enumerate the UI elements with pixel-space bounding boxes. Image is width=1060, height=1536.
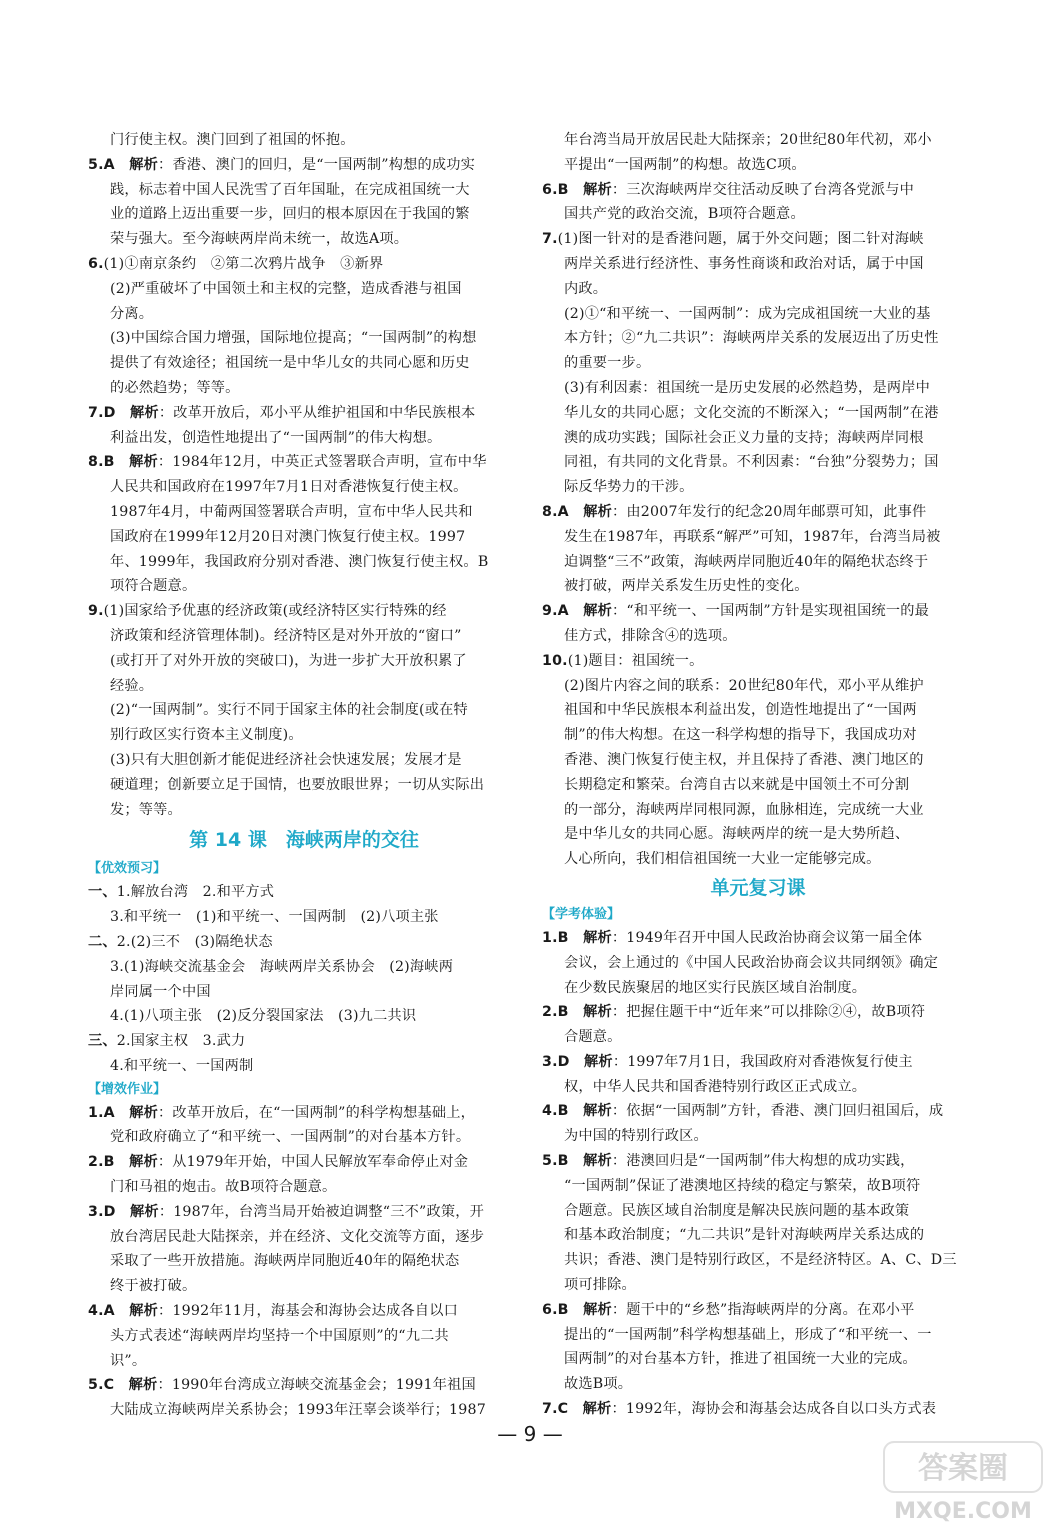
- answer-text: 提出的“一国两制”科学构想基础上，形成了“和平统一、一: [564, 1326, 932, 1343]
- section-tag-preview: 【优效预习】: [88, 861, 167, 877]
- answer-text: 3.和平统一 (1)和平统一、一国两制 (2)八项主张: [110, 909, 439, 926]
- analysis-label: 解析: [583, 181, 612, 198]
- answer-line: [88, 1373, 520, 1398]
- answer-text: 澳的成功实践；国际社会正义力量的支持；海峡两岸同根: [564, 429, 924, 446]
- answer-text: 放台湾居民赴大陆探亲，并在经济、文化交流等方面，逐步: [110, 1228, 485, 1245]
- answer-line: [88, 550, 520, 575]
- answer-text: 发；等等。: [110, 801, 182, 818]
- answer-line: [542, 450, 974, 475]
- answer-line: [88, 351, 520, 376]
- answer-text: 提供了有效途径；祖国统一是中华儿女的共同心愿和历史: [110, 355, 470, 372]
- answer-line: [542, 798, 974, 823]
- answer-line: [88, 574, 520, 599]
- answer-text: “一国两制”保证了港澳地区持续的稳定与繁荣，故B项符: [564, 1177, 921, 1194]
- answer-text: ：1949年召开中国人民政治协商会议第一届全体: [611, 929, 923, 946]
- answer-line: [88, 227, 520, 252]
- answer-text: 大陆成立海峡两岸关系协会；1993年汪辜会谈举行；1987: [110, 1402, 486, 1419]
- answer-line: [542, 951, 974, 976]
- answer-text: 际反华势力的干涉。: [564, 479, 694, 496]
- answer-line: [88, 153, 520, 178]
- answer-line: [542, 326, 974, 351]
- answer-line: [88, 376, 520, 401]
- question-number: 3.D: [88, 1203, 116, 1220]
- answer-text: ：由2007年发行的纪念20周年邮票可知，此事件: [612, 503, 927, 520]
- answer-line: [88, 880, 520, 905]
- lesson-title: 第 14 课 海峡两岸的交往: [189, 829, 419, 852]
- answer-line: [88, 1398, 520, 1423]
- answer-line: [542, 624, 974, 649]
- answer-text: 在少数民族聚居的地区实行民族区域自治制度。: [564, 979, 867, 996]
- answer-text: (3)只有大胆创新才能促进经济社会快速发展；发展才是: [110, 751, 462, 768]
- answer-line: [88, 698, 520, 723]
- answer-text: 的必然趋势；等等。: [110, 379, 240, 396]
- answer-text: 的一部分，海峡两岸同根同源，血脉相连，完成统一大业: [564, 801, 924, 818]
- answer-text: 国政府在1999年12月20日对澳门恢复行使主权。1997: [110, 528, 466, 545]
- answer-text: (1)图一针对的是香港问题，属于外交问题；图二针对海峡: [557, 231, 924, 248]
- question-number: 10.: [542, 652, 568, 669]
- answer-text: ：1987年，台湾当局开始被迫调整“三不”政策，开: [158, 1203, 484, 1220]
- answer-text: 1.解放台湾 2.和平方式: [116, 884, 275, 901]
- question-number: 二、: [88, 933, 117, 950]
- answer-text: 平提出“一国两制”的构想。故选C项。: [564, 156, 806, 173]
- answer-text: 迫调整“三不”政策，海峡两岸同胞近40年的隔绝状态终于: [564, 553, 929, 570]
- answer-text: 分离。: [110, 305, 154, 322]
- answer-line: [88, 326, 520, 351]
- answer-text: 利益出发，创造性地提出了“一国两制”的伟大构想。: [110, 429, 442, 446]
- answer-line: [542, 1347, 974, 1372]
- answer-line: [88, 1249, 520, 1274]
- answer-line: [88, 955, 520, 980]
- analysis-label: 解析: [129, 1303, 159, 1320]
- question-number: 9.: [88, 603, 104, 620]
- answer-text: 业的道路上迈出重要一步，回归的根本原因在于我国的繁: [110, 206, 470, 223]
- answer-text: 年台湾当局开放居民赴大陆探亲；20世纪80年代初，邓小: [564, 132, 932, 148]
- answer-text: 制”的伟大构想。在这一科学构想的指导下，我国成功对: [564, 727, 917, 744]
- analysis-label: 解析: [582, 1401, 612, 1418]
- answer-text: 岸同属一个中国: [110, 983, 211, 1000]
- answer-text: ：港澳回归是“一国两制”伟大构想的成功实践，: [611, 1153, 915, 1170]
- answer-line: [88, 599, 520, 624]
- answer-text: 为中国的特别行政区。: [564, 1128, 708, 1145]
- answer-text: 权，中华人民共和国香港特别行政区正式成立。: [564, 1078, 867, 1095]
- analysis-label: 解析: [583, 1103, 612, 1120]
- answer-text: ：依据“一国两制”方针，香港、澳门回归祖国后，成: [611, 1103, 944, 1120]
- answer-text: (2)图片内容之间的联系：20世纪80年代，邓小平从维护: [564, 677, 924, 694]
- answer-text: (或打开了对外开放的突破口)，为进一步扩大开放积累了: [110, 652, 467, 669]
- answer-line: [542, 500, 974, 525]
- answer-line: [542, 926, 974, 951]
- section-tag-homework: 【增效作业】: [88, 1081, 167, 1097]
- question-number: 5.B: [542, 1153, 569, 1170]
- answer-line: [542, 698, 974, 723]
- question-number: 2.B: [88, 1154, 115, 1171]
- answer-line: [88, 1125, 520, 1150]
- answer-line: [542, 649, 974, 674]
- question-number: 三、: [88, 1033, 117, 1050]
- answer-line: [88, 302, 520, 327]
- answer-line: [88, 401, 520, 426]
- answer-text: 济政策和经济管理体制)。经济特区是对外开放的“窗口”: [110, 627, 462, 644]
- analysis-label: 解析: [583, 929, 612, 946]
- answer-line: [542, 1025, 974, 1050]
- question-number: 4.A: [88, 1303, 115, 1320]
- answer-text: ：改革开放后，在“一国两制”的科学构想基础上，: [158, 1104, 476, 1121]
- question-number: 9.A: [542, 603, 569, 620]
- answer-text: (1)国家给予优惠的经济政策(或经济特区实行特殊的经: [103, 603, 447, 620]
- answer-text: 的重要一步。: [564, 355, 651, 372]
- answer-line: [542, 1075, 974, 1100]
- answer-line: [542, 1248, 974, 1273]
- analysis-label: 解析: [583, 503, 613, 520]
- question-number: 6.: [88, 255, 104, 272]
- answer-text: 共识；香港、澳门是特别行政区，不是经济特区。A、C、D三: [564, 1252, 957, 1269]
- answer-line: [88, 500, 520, 525]
- answer-text: 发生在1987年，再联系“解严”可知，1987年，台湾当局被: [564, 528, 941, 545]
- answer-text: 项符合题意。: [110, 578, 197, 595]
- answer-line: [88, 1324, 520, 1349]
- answer-text: (2)①“和平统一、一国两制”：成为完成祖国统一大业的基: [564, 305, 931, 322]
- answer-text: 头方式表述“海峡两岸均坚持一个中国原则”的“九二共: [110, 1327, 449, 1344]
- watermark-top-text: 答案圈: [918, 1451, 1008, 1486]
- answer-line: [542, 1149, 974, 1174]
- answer-text: 会议，会上通过的《中国人民政治协商会议共同纲领》确定: [564, 954, 939, 971]
- answer-text: ：从1979年开始，中国人民解放军奉命停止对金: [157, 1154, 469, 1171]
- answer-text: 践，标志着中国人民洗雪了百年国耻，在完成祖国统一大: [110, 181, 470, 198]
- question-number: 1.B: [542, 929, 569, 946]
- answer-text: 内政。: [564, 280, 608, 297]
- answer-line: [88, 723, 520, 748]
- answer-line: [88, 930, 520, 955]
- answer-line: [88, 1225, 520, 1250]
- answer-text: 硬道理；创新要立足于国情，也要放眼世界；一切从实际出: [110, 776, 485, 793]
- answer-text: 采取了一些开放措施。海峡两岸同胞近40年的隔绝状态: [110, 1253, 460, 1270]
- answer-line: [542, 599, 974, 624]
- answer-line: [88, 426, 520, 451]
- answer-line: [88, 1101, 520, 1126]
- answer-line: [542, 1372, 974, 1397]
- answer-line: [542, 574, 974, 599]
- watermark-bottom-text: MXQE.COM: [894, 1499, 1032, 1524]
- answer-text: 国共产党的政治交流，B项符合题意。: [564, 206, 805, 223]
- answer-text: 门行使主权。澳门回到了祖国的怀抱。: [110, 132, 355, 148]
- answer-line: [542, 1174, 974, 1199]
- answer-text: 终于被打破。: [110, 1278, 197, 1295]
- answer-text: 3.(1)海峡交流基金会 海峡两岸关系协会 (2)海峡两: [110, 958, 454, 975]
- question-number: 5.C: [88, 1377, 115, 1394]
- left-column: [88, 128, 520, 1423]
- answer-line: [542, 1124, 974, 1149]
- answer-line: [542, 822, 974, 847]
- answer-line: [542, 277, 974, 302]
- answer-line: [542, 252, 974, 277]
- answer-text: 华儿女的共同心愿；文化交流的不断深入；“一国两制”在港: [564, 404, 939, 421]
- answer-text: (3)有利因素：祖国统一是历史发展的必然趋势，是两岸中: [564, 379, 930, 396]
- answer-line: [88, 674, 520, 699]
- analysis-label: 解析: [129, 454, 158, 471]
- answer-text: ：1984年12月，中英正式签署联合声明，宣布中华: [157, 454, 487, 471]
- answer-line: [542, 401, 974, 426]
- question-number: 7.C: [542, 1401, 569, 1418]
- answer-text: ：1990年台湾成立海峡交流基金会；1991年祖国: [157, 1377, 476, 1394]
- answer-line: [88, 202, 520, 227]
- answer-line: [542, 550, 974, 575]
- answer-line: [88, 252, 520, 277]
- question-number: 7.D: [88, 404, 116, 421]
- answer-line: [542, 1273, 974, 1298]
- answer-line: [88, 128, 520, 153]
- answer-line: [542, 1323, 974, 1348]
- answer-line: [88, 748, 520, 773]
- answer-line: [88, 1004, 520, 1029]
- answer-text: 佳方式，排除含④的选项。: [564, 627, 737, 644]
- answer-text: 人民共和国政府在1997年7月1日对香港恢复行使主权。: [110, 479, 468, 496]
- answer-line: [542, 748, 974, 773]
- answer-line: [542, 847, 974, 872]
- answer-line: [542, 773, 974, 798]
- answer-text: 年、1999年，我国政府分别对香港、澳门恢复行使主权。B: [110, 553, 489, 570]
- answer-line: [542, 178, 974, 203]
- question-number: 6.B: [542, 181, 569, 198]
- answer-line: [542, 1099, 974, 1124]
- answer-line: [88, 475, 520, 500]
- answer-text: 两岸关系进行经济性、事务性商谈和政治对话，属于中国: [564, 255, 924, 272]
- answer-text: 故选B项。: [564, 1376, 633, 1393]
- answer-line: [542, 376, 974, 401]
- question-number: 4.B: [542, 1103, 569, 1120]
- answer-line: [88, 450, 520, 475]
- answer-line: [542, 202, 974, 227]
- answer-line: [542, 525, 974, 550]
- right-column: [542, 128, 974, 1422]
- question-number: 8.B: [88, 454, 115, 471]
- answer-line: [88, 1274, 520, 1299]
- answer-line: [542, 1298, 974, 1323]
- answer-text: ：题干中的“乡愁”指海峡两岸的分离。在邓小平: [611, 1301, 915, 1318]
- answer-text: 门和马祖的炮击。故B项符合题意。: [110, 1179, 337, 1196]
- answer-line: [88, 624, 520, 649]
- answer-text: 长期稳定和繁荣。台湾自古以来就是中国领土不可分割: [564, 776, 910, 793]
- answer-line: [88, 1054, 520, 1079]
- answer-text: 香港、澳门恢复行使主权，并且保持了香港、澳门地区的: [564, 751, 924, 768]
- question-number: 5.A: [88, 156, 115, 173]
- answer-text: 识”。: [110, 1352, 147, 1369]
- answer-text: (1)题目：祖国统一。: [567, 652, 704, 669]
- answer-text: 2.国家主权 3.武力: [116, 1033, 246, 1050]
- analysis-label: 解析: [583, 1301, 612, 1318]
- answer-line: [88, 798, 520, 823]
- answer-text: ：1997年7月1日，我国政府对香港恢复行使主: [612, 1053, 913, 1070]
- answer-text: ：改革开放后，邓小平从维护祖国和中华民族根本: [158, 404, 476, 421]
- analysis-label: 解析: [584, 1053, 613, 1070]
- answer-text: ：1992年11月，海基会和海协会达成各自以口: [158, 1303, 458, 1320]
- answer-line: [88, 1299, 520, 1324]
- question-number: 6.B: [542, 1301, 569, 1318]
- answer-line: [542, 1223, 974, 1248]
- answer-line: [542, 1199, 974, 1224]
- answer-text: 国两制”的对台基本方针，推进了祖国统一大业的完成。: [564, 1351, 917, 1368]
- analysis-label: 解析: [130, 1203, 159, 1220]
- answer-line: [88, 525, 520, 550]
- answer-text: 合题意。民族区域自治制度是解决民族问题的基本政策: [564, 1202, 910, 1219]
- answer-text: 2.(2)三不 (3)隔绝状态: [116, 933, 273, 950]
- answer-text: 经验。: [110, 677, 154, 694]
- answer-line: [542, 475, 974, 500]
- answer-text: 别行政区实行资本主义制度)。: [110, 727, 303, 744]
- answer-line: [542, 426, 974, 451]
- answer-line: [542, 1000, 974, 1025]
- answer-text: 1987年4月，中葡两国签署联合声明，宣布中华人民共和: [110, 503, 473, 520]
- analysis-label: 解析: [128, 1377, 158, 1394]
- answer-line: [542, 1050, 974, 1075]
- answer-text: 同祖，有共同的文化背景。不利因素：“台独”分裂势力；国: [564, 454, 939, 471]
- answer-line: [88, 1200, 520, 1225]
- answer-line: [542, 351, 974, 376]
- analysis-label: 解析: [129, 156, 159, 173]
- answer-text: 党和政府确立了“和平统一、一国两制”的对台基本方针。: [110, 1129, 471, 1146]
- answer-text: (1)①南京条约 ②第二次鸦片战争 ③新界: [103, 255, 384, 272]
- analysis-label: 解析: [583, 1004, 612, 1021]
- question-number: 2.B: [542, 1004, 569, 1021]
- analysis-label: 解析: [130, 404, 159, 421]
- answer-text: 本方针；②“九二共识”：海峡两岸关系的发展迈出了历史性: [564, 330, 939, 347]
- answer-text: (3)中国综合国力增强，国际地位提高；“一国两制”的构想: [110, 330, 477, 347]
- question-number: 7.: [542, 231, 558, 248]
- answer-line: [542, 674, 974, 699]
- answer-line: [88, 1150, 520, 1175]
- answer-line: [88, 1349, 520, 1374]
- answer-line: [542, 227, 974, 252]
- question-number: 一、: [88, 884, 117, 901]
- question-number: 1.A: [88, 1104, 115, 1121]
- answer-line: [542, 153, 974, 178]
- answer-line: [542, 723, 974, 748]
- section-tag-exam: 【学考体验】: [542, 906, 621, 922]
- question-number: 3.D: [542, 1053, 570, 1070]
- answer-line: [542, 128, 974, 153]
- answer-line: [88, 773, 520, 798]
- answer-text: (2)严重破坏了中国领土和主权的完整，造成香港与祖国: [110, 280, 462, 297]
- answer-line: [542, 976, 974, 1001]
- answer-text: 合题意。: [564, 1029, 622, 1046]
- answer-text: (2)“一国两制”。实行不同于国家主体的社会制度(或在特: [110, 702, 468, 719]
- answer-text: 4.和平统一、一国两制: [110, 1057, 254, 1074]
- answer-text: ：“和平统一、一国两制”方针是实现祖国统一的最: [612, 603, 930, 620]
- answer-text: 被打破，两岸关系发生历史性的变化。: [564, 578, 809, 595]
- answer-text: ：三次海峡两岸交往活动反映了台湾各党派与中: [611, 181, 914, 198]
- answer-line: [542, 1397, 974, 1422]
- answer-text: ：香港、澳门的回归，是“一国两制”构想的成功实: [158, 156, 476, 173]
- answer-text: 4.(1)八项主张 (2)反分裂国家法 (3)九二共识: [110, 1008, 417, 1025]
- question-number: 8.A: [542, 503, 569, 520]
- page-number: — 9 —: [497, 1422, 563, 1446]
- answer-text: ：1992年，海协会和海基会达成各自以口头方式表: [611, 1401, 937, 1418]
- watermark-logo: [878, 1438, 1048, 1528]
- answer-line: [88, 980, 520, 1005]
- answer-text: 项可排除。: [564, 1277, 636, 1294]
- answer-line: [88, 649, 520, 674]
- answer-text: 祖国和中华民族根本利益出发，创造性地提出了“一国两: [564, 702, 917, 719]
- answer-text: 荣与强大。至今海峡两岸尚未统一，故选A项。: [110, 231, 409, 248]
- analysis-label: 解析: [583, 603, 613, 620]
- answer-line: [88, 277, 520, 302]
- answer-line: [88, 178, 520, 203]
- answer-text: 是中华儿女的共同心愿。海峡两岸的统一是大势所趋、: [564, 826, 910, 843]
- answer-line: [88, 1029, 520, 1054]
- answer-text: 和基本政治制度；“九二共识”是针对海峡两岸关系达成的: [564, 1227, 925, 1244]
- answer-line: [542, 302, 974, 327]
- answer-line: [88, 905, 520, 930]
- answer-line: [88, 1175, 520, 1200]
- analysis-label: 解析: [129, 1104, 159, 1121]
- analysis-label: 解析: [583, 1153, 612, 1170]
- analysis-label: 解析: [129, 1154, 158, 1171]
- answer-text: ：把握住题干中“近年来”可以排除②④，故B项符: [611, 1004, 926, 1021]
- answer-text: 人心所向，我们相信祖国统一大业一定能够完成。: [564, 851, 881, 868]
- unit-title: 单元复习课: [710, 876, 806, 899]
